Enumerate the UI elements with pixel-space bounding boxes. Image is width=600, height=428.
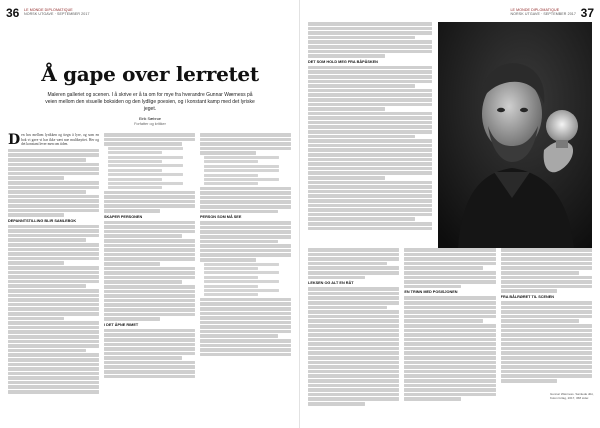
text-column [200,133,291,420]
subhead: FRA BÅLRØRET TIL SCENEN [500,294,555,299]
subhead: I DET ÅPNE RIMET [104,322,139,327]
byline-name: Eirik Sæbrue [139,117,161,121]
subhead: EN TRINN MED POSISJONEN [404,290,458,295]
subhead: PERSON SOM MÅ SEE [200,215,242,220]
text-column [8,133,99,420]
text-column [104,133,195,420]
byline-role: Forfatter og kritiker [134,122,166,126]
text-column [308,22,432,243]
text-column [308,248,399,420]
right-page-number: 37 [580,6,594,20]
article-lead: Maleren galleriet og scenen. I å skrive er å ta om for mye fra hverandre Gunnar Wærness på veien mellom den visuelle boksiden og den lydlige poesien, og i konstant kamp med det lyriske jeget. [45,92,255,112]
intro-paragraph: en hos mellom lyrikken og tiegn å lyre, og som en bok vi gave vi har ikke vært noe muliknyttet. Her og det konstant lever men om tiden. [21,133,99,147]
running-head-sub: NORSK UTGAVE · SEPTEMBER 2017 [24,12,90,16]
left-page-number: 36 [6,6,20,20]
dropcap: D [8,133,21,148]
running-head-title: LE MONDE DIPLOMATIQUE [510,8,560,12]
right-running-head [510,8,576,16]
right-page [300,0,600,428]
running-head-title: LE MONDE DIPLOMATIQUE [24,8,73,12]
portrait-image [438,22,592,248]
text-column [404,248,495,420]
subhead: SKAPER PERSONEN [104,214,143,219]
left-text-columns [8,133,291,420]
subhead: DET SOM HOLD MEG FRA BÅPÅSKEN [308,59,378,64]
running-head-sub: NORSK UTGAVE · SEPTEMBER 2017 [510,12,576,16]
book-footnote: Gunnar Wærness. Samlede dikt, Kolon forlag, 2017, 368 sider. [550,392,594,400]
subhead: LEKSEN OG ALT EN RÅT [308,281,354,286]
left-running-head [24,8,90,16]
subhead: DEPANNTSTILLING BLIR SAMLEBOK [8,218,77,223]
article-headline: Å gape over lerretet [41,62,259,86]
author-portrait [438,22,592,248]
right-top-text-columns [308,22,432,243]
byline [60,117,240,127]
